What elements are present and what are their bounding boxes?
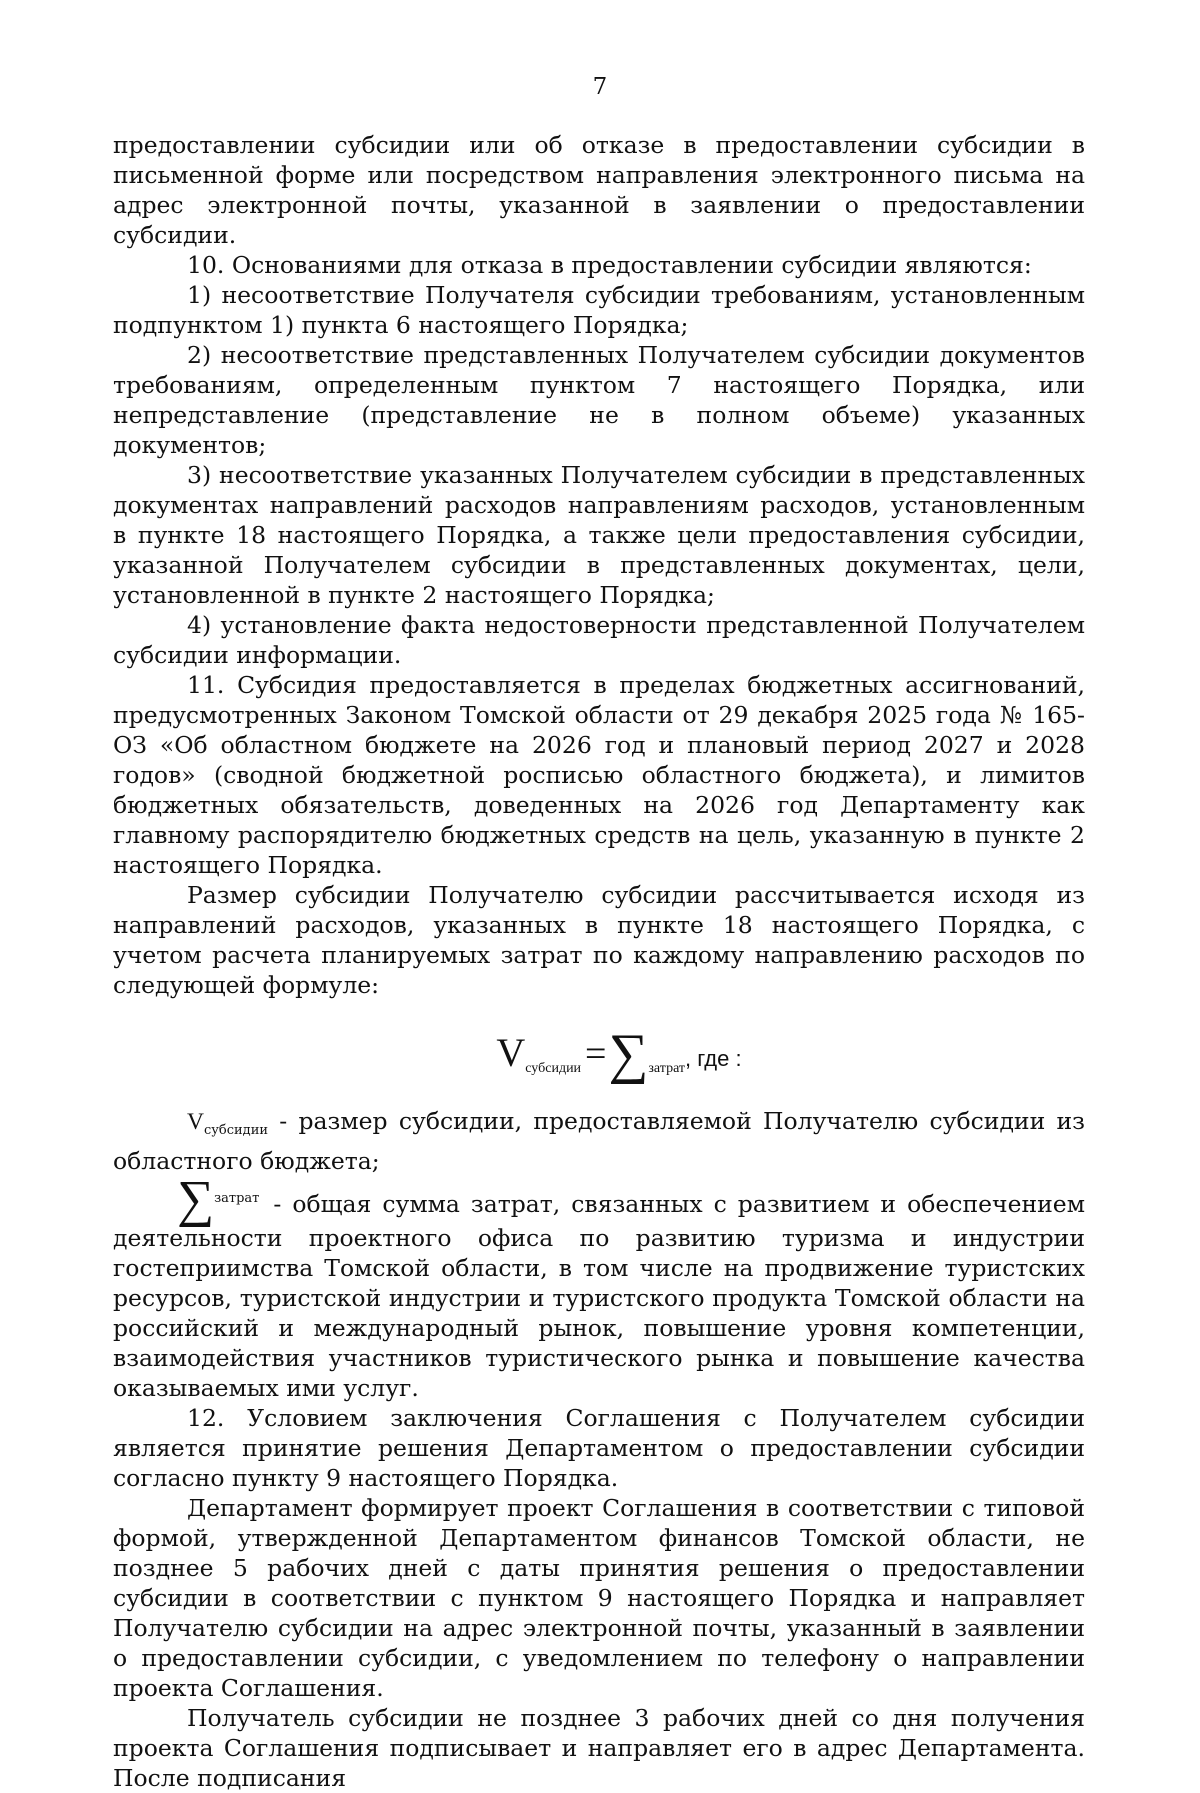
definition-v-subsidy bbox=[113, 1106, 1085, 1176]
definition-sigma-text: - общая сумма затрат, связанных с развитием и обеспечением деятельности проектного офиса по развитию туризма и индустрии гостеприимства Томской области, в том числе на продвижение туристских ресурсов, туристской индустрии и туристского продукта Томской области на российский и международный рынок, повышение уровня компетенции, взаимодействия участников туристического рынка и повышение качества оказываемых ими услуг. bbox=[113, 1190, 1085, 1402]
paragraph-clause-10-item-2: 2) несоответствие представленных Получателем субсидии документов требованиям, определенным пунктом 7 настоящего Порядка, или непредставление (представление не в полном объеме) указанных документов; bbox=[113, 341, 1085, 459]
definition-sigma-icon: ∑ bbox=[177, 1171, 215, 1228]
paragraph-clause-10-item-4: 4) установление факта недостоверности представленной Получателем субсидии информации. bbox=[113, 611, 1085, 669]
formula-equals: = bbox=[585, 1033, 607, 1075]
subsidy-formula bbox=[113, 1023, 1085, 1085]
formula-v-symbol: V bbox=[496, 1030, 526, 1075]
definition-v-text: - размер субсидии, предоставляемой Получателю субсидии из областного бюджета; bbox=[113, 1107, 1085, 1175]
formula-sigma-icon: ∑ bbox=[608, 1023, 649, 1085]
definition-sigma-block bbox=[177, 1171, 260, 1228]
paragraph-clause-10-item-1: 1) несоответствие Получателя субсидии требованиям, установленным подпунктом 1) пункта 6 настоящего Порядка; bbox=[113, 281, 1085, 339]
paragraph-clause-10: 10. Основаниями для отказа в предоставлении субсидии являются: bbox=[187, 251, 1032, 279]
definition-sigma-costs bbox=[113, 1171, 1085, 1403]
paragraph-clause-11: 11. Субсидия предоставляется в пределах бюджетных ассигнований, предусмотренных Законом Томской области от 29 декабря 2025 года № 165-ОЗ «Об областном бюджете на 2026 год и плановый период 2027 и 2028 годов» (сводной бюджетной росписью областного бюджета), и лимитов бюджетных обязательств, доведенных на 2026 год Департаменту как главному распорядителю бюджетных средств на цель, указанную в пункте 2 настоящего Порядка. bbox=[113, 671, 1085, 879]
formula-v-subscript: субсидии bbox=[525, 1061, 582, 1076]
definition-v-subscript: субсидии bbox=[203, 1123, 269, 1138]
paragraph-clause-10-item-3: 3) несоответствие указанных Получателем субсидии в представленных документах направлений расходов направлениям расходов, установленным в пункте 18 настоящего Порядка, а также цели предоставления субсидии, указанной Получателем субсидии в представленных документах, цели, установленной в пункте 2 настоящего Порядка; bbox=[113, 461, 1085, 609]
formula-where: , где : bbox=[685, 1046, 742, 1071]
definition-sigma-subscript: затрат bbox=[214, 1191, 260, 1206]
paragraph-subsidy-size: Размер субсидии Получателю субсидии рассчитывается исходя из направлений расходов, указанных в пункте 18 настоящего Порядка, с учетом расчета планируемых затрат по каждому направлению расходов по следующей формуле: bbox=[113, 881, 1085, 999]
paragraph-agreement-draft: Департамент формирует проект Соглашения в соответствии с типовой формой, утвержденной Департаментом финансов Томской области, не позднее 5 рабочих дней с даты принятия решения о предоставлении субсидии в соответствии с пунктом 9 настоящего Порядка и направляет Получателю субсидии на адрес электронной почты, указанный в заявлении о предоставлении субсидии, с уведомлением по телефону о направлении проекта Соглашения. bbox=[113, 1494, 1085, 1702]
definition-v-symbol: V bbox=[187, 1109, 204, 1135]
paragraph-clause-12: 12. Условием заключения Соглашения с Получателем субсидии является принятие решения Департаментом о предоставлении субсидии согласно пункту 9 настоящего Порядка. bbox=[113, 1404, 1085, 1492]
page-number: 7 bbox=[592, 74, 608, 100]
document-body bbox=[113, 130, 1085, 1793]
paragraph-agreement-signing: Получатель субсидии не позднее 3 рабочих дней со дня получения проекта Соглашения подписывает и направляет его в адрес Департамента. После подписания bbox=[113, 1704, 1085, 1792]
formula-sigma-subscript: затрат bbox=[648, 1061, 686, 1076]
paragraph-continuation: предоставлении субсидии или об отказе в предоставлении субсидии в письменной форме или посредством направления электронного письма на адрес электронной почты, указанной в заявлении о предоставлении субсидии. bbox=[113, 131, 1085, 249]
